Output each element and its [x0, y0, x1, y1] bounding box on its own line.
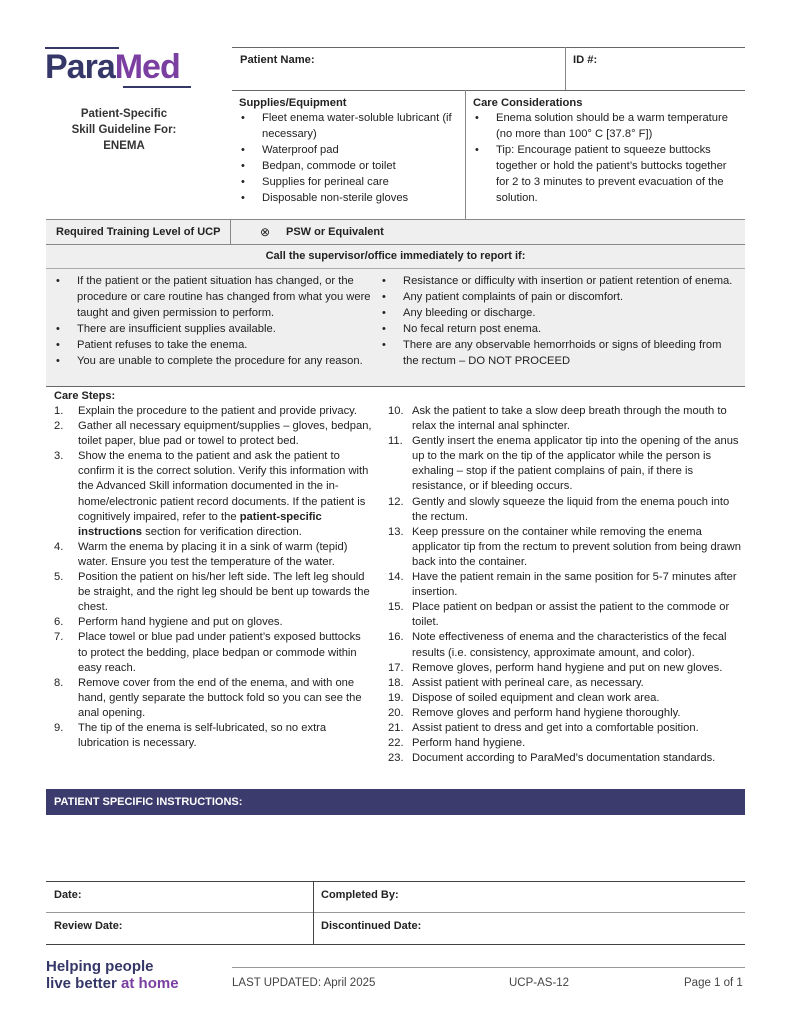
- step-number: 14.: [388, 571, 404, 584]
- step-text: Warm the enema by placing it in a sink of warm (tepid) water. Ensure you test the temperature of the water.: [78, 540, 348, 568]
- care-step: [388, 570, 745, 600]
- step-text: Perform hand hygiene and put on gloves.: [78, 616, 283, 629]
- list-item: • Patient refuses to take the enema.: [54, 337, 372, 353]
- patient-id-label: ID #:: [573, 54, 598, 66]
- step-emphasis: patient-specific instructions: [78, 510, 322, 538]
- step-text: Place patient on bedpan or assist the patient to the commode or toilet.: [412, 601, 730, 629]
- step-number: 9.: [54, 721, 64, 734]
- care-step: [388, 736, 745, 751]
- step-text: Keep pressure on the container while removing the enema applicator tip from the rectum to prevent solution from being drawn back into the container.: [412, 525, 741, 568]
- step-number: 13.: [388, 525, 404, 538]
- step-text: Have the patient remain in the same position for 5-7 minutes after insertion.: [412, 571, 737, 599]
- divider: [232, 90, 745, 91]
- step-number: 18.: [388, 676, 404, 689]
- care-steps-list-right: [388, 404, 745, 766]
- step-number: 15.: [388, 601, 404, 614]
- care-considerations-list: [473, 110, 741, 206]
- step-number: 10.: [388, 405, 404, 417]
- step-number: 1.: [54, 405, 64, 417]
- care-steps-left: [54, 404, 372, 751]
- step-number: 22.: [388, 737, 404, 750]
- step-text: Ask the patient to take a slow deep breath through the mouth to relax the internal anal sphincter.: [412, 405, 727, 433]
- step-text: Dispose of soiled equipment and clean work area.: [412, 691, 660, 704]
- step-number: 20.: [388, 706, 404, 719]
- care-step: [54, 570, 372, 615]
- step-number: 7.: [54, 631, 64, 644]
- page-number: Page 1 of 1: [684, 977, 743, 989]
- divider: [46, 944, 745, 945]
- care-step: [388, 751, 745, 766]
- step-number: 6.: [54, 616, 64, 629]
- step-number: 19.: [388, 691, 404, 704]
- care-step: [388, 630, 745, 660]
- divider: [46, 881, 745, 882]
- list-item: • Disposable non-sterile gloves: [239, 190, 461, 206]
- step-text: The tip of the enema is self-lubricated, so no extra lubrication is necessary.: [78, 721, 327, 750]
- step-text: Assist patient to dress and get into a comfortable position.: [412, 721, 699, 734]
- care-step: [388, 434, 745, 494]
- report-list-left: [54, 273, 372, 369]
- step-number: 16.: [388, 631, 404, 644]
- patient-id-field[interactable]: [610, 50, 740, 86]
- care-considerations-section: [473, 96, 741, 206]
- discontinued-date-field[interactable]: [430, 915, 740, 941]
- list-item: • Waterproof pad: [239, 142, 461, 158]
- supplies-section: [239, 96, 461, 206]
- step-text: Remove gloves and perform hand hygiene thoroughly.: [412, 706, 681, 719]
- logo-wordmark: ParaMed: [45, 48, 180, 86]
- care-step: [388, 525, 745, 570]
- supplies-heading: Supplies/Equipment: [239, 97, 347, 109]
- report-heading: Call the supervisor/office immediately to report if:: [265, 250, 526, 262]
- step-number: 12.: [388, 495, 404, 508]
- care-step: [54, 419, 372, 449]
- document-code: UCP-AS-12: [509, 977, 570, 989]
- care-step: [388, 661, 745, 676]
- care-step: [388, 495, 745, 525]
- list-item: • There are insufficient supplies available.: [54, 321, 372, 337]
- step-text: Remove cover from the end of the enema, and with one hand, gently separate the buttock fold so you can see the anal opening.: [78, 676, 362, 719]
- care-step: [54, 449, 372, 540]
- divider: [232, 47, 745, 48]
- step-text: Position the patient on his/her left side. The left leg should be straight, and the right leg should be bent up towards the chest.: [78, 571, 370, 614]
- list-item: • Resistance or difficulty with insertion or patient retention of enema.: [380, 273, 740, 289]
- supplies-list: [239, 110, 461, 206]
- review-date-label: Review Date:: [54, 920, 123, 932]
- care-step: [54, 540, 372, 570]
- step-text: Place towel or blue pad under patient’s exposed buttocks to protect the bedding, place bedpan or commode within easy reach.: [78, 631, 361, 674]
- divider: [465, 90, 466, 219]
- paramed-logo: [45, 47, 193, 89]
- step-number: 8.: [54, 676, 64, 689]
- care-step: [388, 600, 745, 630]
- patient-name-field[interactable]: [320, 50, 560, 86]
- patient-name-label: Patient Name:: [240, 54, 315, 66]
- care-considerations-heading: Care Considerations: [473, 97, 583, 109]
- step-text: Remove gloves, perform hand hygiene and put on new gloves.: [412, 661, 723, 674]
- date-label: Date:: [54, 889, 82, 901]
- step-text: Document according to ParaMed’s documentation standards.: [412, 752, 716, 765]
- patient-specific-instructions-header: PATIENT SPECIFIC INSTRUCTIONS:: [46, 789, 745, 815]
- list-item: • No fecal return post enema.: [380, 321, 740, 337]
- training-label: Required Training Level of UCP: [56, 226, 221, 238]
- divider: [313, 881, 314, 944]
- list-item: • Enema solution should be a warm temperature (no more than 100° C [37.8° F]): [473, 110, 741, 142]
- checkbox-checked-icon: ⊗: [260, 225, 271, 239]
- discontinued-date-label: Discontinued Date:: [321, 920, 422, 932]
- step-text: Explain the procedure to the patient and provide privacy.: [78, 405, 358, 417]
- divider: [46, 912, 745, 913]
- footer-tagline: Helping people live better at home: [46, 958, 179, 992]
- divider: [232, 967, 745, 968]
- step-text: Note effectiveness of enema and the characteristics of the fecal results (i.e. consistency, approximate amount, and color).: [412, 631, 727, 659]
- report-left: [54, 273, 372, 369]
- step-number: 4.: [54, 540, 64, 553]
- step-text: Gently and slowly squeeze the liquid from the enema pouch into the rectum.: [412, 495, 730, 523]
- care-step: [54, 615, 372, 630]
- list-item: • There are any observable hemorrhoids or signs of bleeding from the rectum – DO NOT PROCEED: [380, 337, 740, 369]
- date-field[interactable]: [90, 884, 308, 910]
- step-text: Show the enema to the patient and ask the patient to confirm it is the correct solution. Verify this information with the Advanced Skill information documented in the in-home/electronic patient record documents. If the patient is cognitively impaired, refer to the patient-specific instructions section for verification direction.: [78, 450, 369, 538]
- divider: [46, 268, 745, 269]
- step-number: 23.: [388, 752, 404, 765]
- completed-by-field[interactable]: [405, 884, 740, 910]
- divider: [230, 220, 231, 244]
- step-number: 2.: [54, 420, 64, 433]
- step-text: Perform hand hygiene.: [412, 737, 526, 750]
- care-step: [388, 676, 745, 691]
- care-step: [54, 721, 372, 751]
- step-number: 3.: [54, 450, 64, 463]
- care-step: [54, 630, 372, 675]
- list-item: • Any bleeding or discharge.: [380, 305, 740, 321]
- care-steps-heading: Care Steps:: [54, 390, 116, 402]
- care-steps-right: [388, 404, 745, 766]
- divider: [565, 47, 566, 90]
- step-number: 21.: [388, 721, 404, 734]
- step-number: 17.: [388, 661, 404, 674]
- list-item: • Bedpan, commode or toilet: [239, 158, 461, 174]
- list-item: • Tip: Encourage patient to squeeze buttocks together or hold the patient’s buttocks together for 2 to 3 minutes to prevent evacuation of the solution.: [473, 142, 741, 206]
- report-right: [380, 273, 740, 369]
- list-item: • Supplies for perineal care: [239, 174, 461, 190]
- step-number: 11.: [388, 435, 403, 448]
- step-number: 5.: [54, 571, 64, 584]
- report-list-right: [380, 273, 740, 369]
- step-text: Gather all necessary equipment/supplies – gloves, bedpan, toilet paper, blue pad or towel to protect bed.: [78, 420, 372, 448]
- last-updated: LAST UPDATED: April 2025: [232, 977, 376, 989]
- skill-title: Patient-Specific Skill Guideline For: ENEMA: [71, 108, 177, 152]
- step-text: Assist patient with perineal care, as necessary.: [412, 676, 644, 689]
- care-step: [388, 706, 745, 721]
- care-steps-list-left: [54, 404, 372, 751]
- list-item: • Any patient complaints of pain or discomfort.: [380, 289, 740, 305]
- care-step: [54, 676, 372, 721]
- list-item: • Fleet enema water-soluble lubricant (if necessary): [239, 110, 461, 142]
- step-text: Gently insert the enema applicator tip into the opening of the anus up to the mark on the tip of the applicator while the person is exhaling – stop if the patient complains of pain, if there is resistance, or if bleeding occurs.: [412, 435, 739, 493]
- review-date-field[interactable]: [130, 915, 308, 941]
- training-value: PSW or Equivalent: [286, 226, 384, 238]
- divider: [46, 386, 745, 387]
- completed-by-label: Completed By:: [321, 889, 399, 901]
- care-step: [388, 691, 745, 706]
- care-step: [388, 721, 745, 736]
- logo-bar-bottom: [123, 86, 191, 88]
- patient-specific-instructions-field[interactable]: [46, 816, 745, 880]
- care-step: [388, 404, 745, 434]
- list-item: • If the patient or the patient situation has changed, or the procedure or care routine has changed from what you were taught and given permission to perform.: [54, 273, 372, 321]
- care-step: [54, 404, 372, 419]
- list-item: • You are unable to complete the procedure for any reason.: [54, 353, 372, 369]
